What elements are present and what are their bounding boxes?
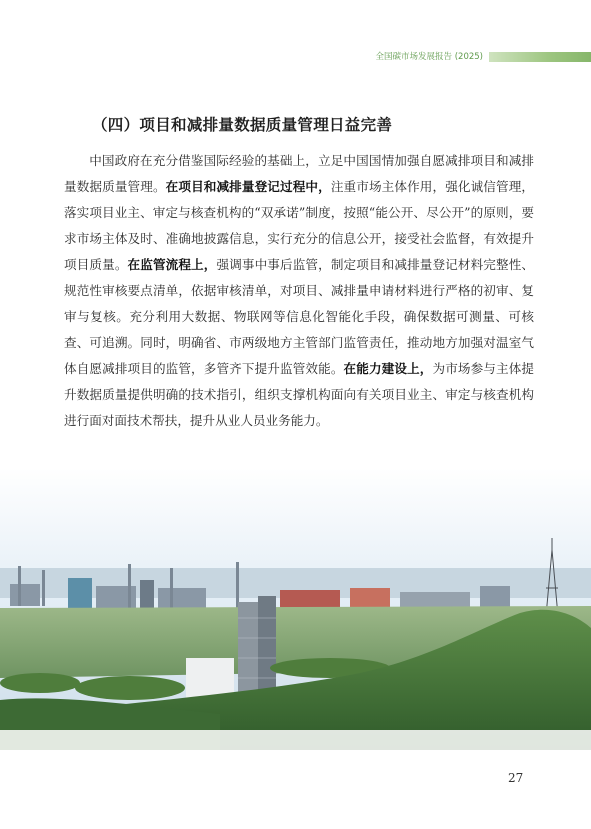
sentence-3: 强调事中事后监管，制定项目和减排量登记材料完整性、规范性审核要点清单，依据审核清单，对项目、减排量申请材料进行严格的初审、复审与复核。充分利用大数据、物联网等信息化智能化手段，确保数据可测量、可核查、可追溯。同时，明确省、市两级地方主管部门监管责任，推动地方加强对温室气体自愿减排项目的监管，多管齐下提升监管效能。: [64, 257, 535, 376]
pavilion-building: [186, 658, 234, 698]
sentence-1: 中国政府在充分借鉴国际经验的基础上，立足中国国情加强自愿减排项目和减排量数据质量管理。: [64, 153, 534, 194]
report-title: 全国碳市场发展报告 (2025): [375, 52, 483, 62]
sentence-4: 为市场参与主体提升数据质量提供明确的技术指引，组织支撑机构面向有关项目业主、审定与核查机构进行面对面技术帮扶，提升从业人员业务能力。: [64, 361, 535, 428]
running-header: [0, 50, 591, 64]
sentence-2: 注重市场主体作用，强化诚信管理，落实项目业主、审定与核查机构的“双承诺”制度，按照“能公开、尽公开”的原则，要求市场主体及时、准确地披露信息，实行充分的信息公开，接受社会监督，有效提升项目质量。: [64, 179, 535, 272]
body-paragraph: [64, 148, 534, 434]
header-accent-bar: [489, 52, 591, 62]
emphasis-capacity: 在能力建设上，: [343, 361, 433, 376]
industrial-landscape-photo: [0, 468, 591, 750]
page-number: 27: [508, 771, 524, 785]
bottom-fade: [0, 730, 591, 750]
section-title: （四）项目和减排量数据质量管理日益完善: [92, 115, 393, 134]
emphasis-registration: 在项目和减排量登记过程中，: [165, 179, 331, 194]
emphasis-supervision: 在监管流程上，: [127, 257, 217, 272]
